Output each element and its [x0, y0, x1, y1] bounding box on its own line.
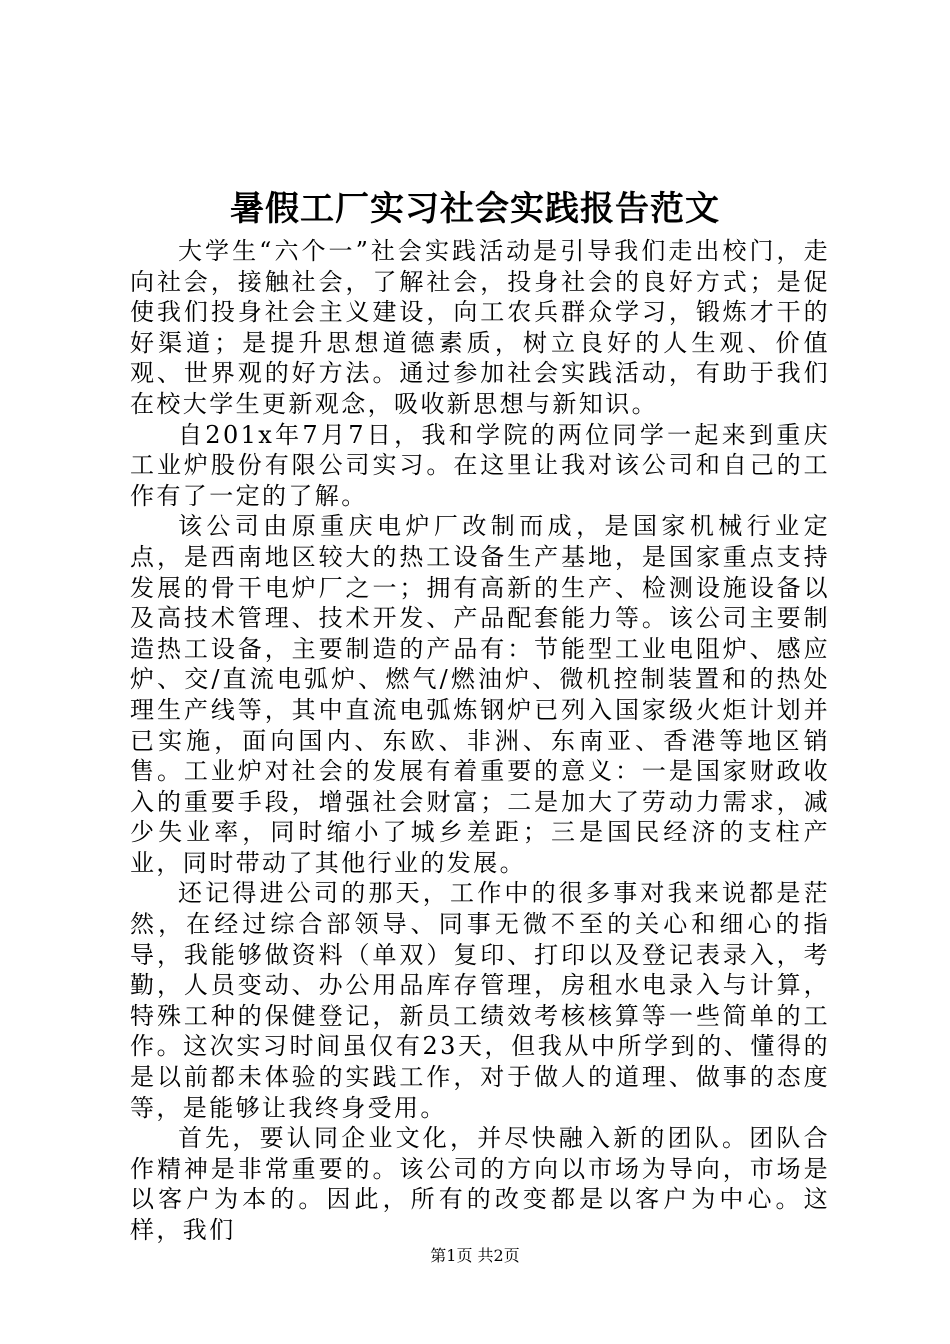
paragraph-4: 还记得进公司的那天，工作中的很多事对我来说都是茫然，在经过综合部领导、同事无微不至的关心和细心的指导，我能够做资料（单双）复印、打印以及登记表录入，考勤，人员变动、办公用品库存管理，房租水电录入与计算，特殊工种的保健登记，新员工绩效考核核算等一些简单的工作。这次实习时间虽仅有23天，但我从中所学到的、懂得的是以前都未体验的实践工作，对于做人的道理、做事的态度等，是能够让我终身受用。 [130, 879, 830, 1122]
paragraph-1: 大学生“六个一”社会实践活动是引导我们走出校门，走向社会，接触社会，了解社会，投身社会的良好方式；是促使我们投身社会主义建设，向工农兵群众学习，锻炼才干的好渠道；是提升思想道德素质，树立良好的人生观、价值观、世界观的好方法。通过参加社会实践活动，有助于我们在校大学生更新观念，吸收新思想与新知识。 [130, 237, 830, 418]
paragraph-2: 自201x年7月7日，我和学院的两位同学一起来到重庆工业炉股份有限公司实习。在这里让我对该公司和自己的工作有了一定的了解。 [130, 420, 830, 510]
document-body [130, 236, 830, 1246]
paragraph-5: 首先，要认同企业文化，并尽快融入新的团队。团队合作精神是非常重要的。该公司的方向以市场为导向，市场是以客户为本的。因此，所有的改变都是以客户为中心。这样，我们 [130, 1124, 830, 1244]
page-number-footer: 第1页 共2页 [430, 1246, 520, 1265]
paragraph-3: 该公司由原重庆电炉厂改制而成，是国家机械行业定点，是西南地区较大的热工设备生产基地，是国家重点支持发展的骨干电炉厂之一；拥有高新的生产、检测设施设备以及高技术管理、技术开发、产品配套能力等。该公司主要制造热工设备，主要制造的产品有：节能型工业电阻炉、感应炉、交/直流电弧炉、燃气/燃油炉、微机控制装置和的热处理生产线等，其中直流电弧炼钢炉已列入国家级火炬计划并已实施，面向国内、东欧、非洲、东南亚、香港等地区销售。工业炉对社会的发展有着重要的意义：一是国家财政收入的重要手段，增强社会财富；二是加大了劳动力需求，减少失业率，同时缩小了城乡差距；三是国民经济的支柱产业，同时带动了其他行业的发展。 [130, 512, 830, 877]
document-title: 暑假工厂实习社会实践报告范文 [230, 189, 720, 229]
